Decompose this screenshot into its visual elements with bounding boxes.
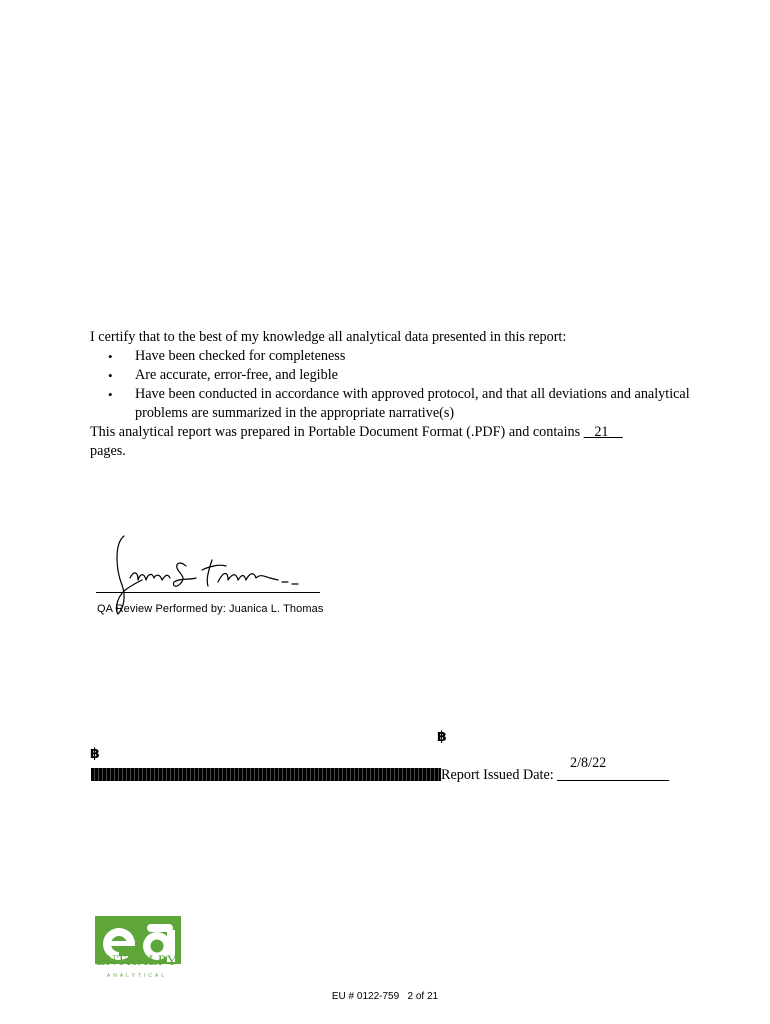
report-issued-line — [441, 766, 669, 784]
certification-bullet-3: • Have been conducted in accordance with approved protocol, and that all deviations and analytical problems are summarized in the appropriate narrative(s) — [135, 385, 690, 423]
report-issued-date: 2/8/22 — [570, 755, 607, 771]
date-blank-line — [557, 766, 669, 781]
pdf-statement — [90, 423, 690, 461]
certification-list — [90, 347, 690, 423]
page-footer — [0, 991, 770, 1002]
logo-company-name: ENTHALPY — [96, 953, 178, 969]
stray-glyph: ฿ — [437, 729, 447, 745]
report-issued-label: Report Issued Date: — [441, 767, 554, 783]
pages-word: pages. — [90, 443, 126, 459]
certification-block — [90, 328, 690, 461]
certification-bullet-2: • Are accurate, error-free, and legible — [135, 366, 690, 385]
page-count: 21 — [594, 424, 609, 440]
qa-review-label: QA Review Performed by: Juanica L. Thomas — [97, 603, 324, 615]
pdf-statement-text: This analytical report was prepared in Portable Document Format (.PDF) and contains — [90, 424, 581, 440]
redaction-bar — [91, 768, 441, 781]
signature-line — [96, 592, 320, 593]
page-number: 2 of 21 — [407, 991, 439, 1002]
eu-number: EU # 0122-759 — [331, 991, 400, 1002]
certification-intro: I certify that to the best of my knowledge all analytical data presented in this report: — [90, 329, 567, 345]
stray-glyph: ฿ — [90, 746, 100, 762]
enthalpy-logo-icon — [89, 896, 185, 984]
logo-tagline: ANALYTICAL — [106, 973, 168, 979]
certification-bullet-1: • Have been checked for completeness — [135, 347, 690, 366]
